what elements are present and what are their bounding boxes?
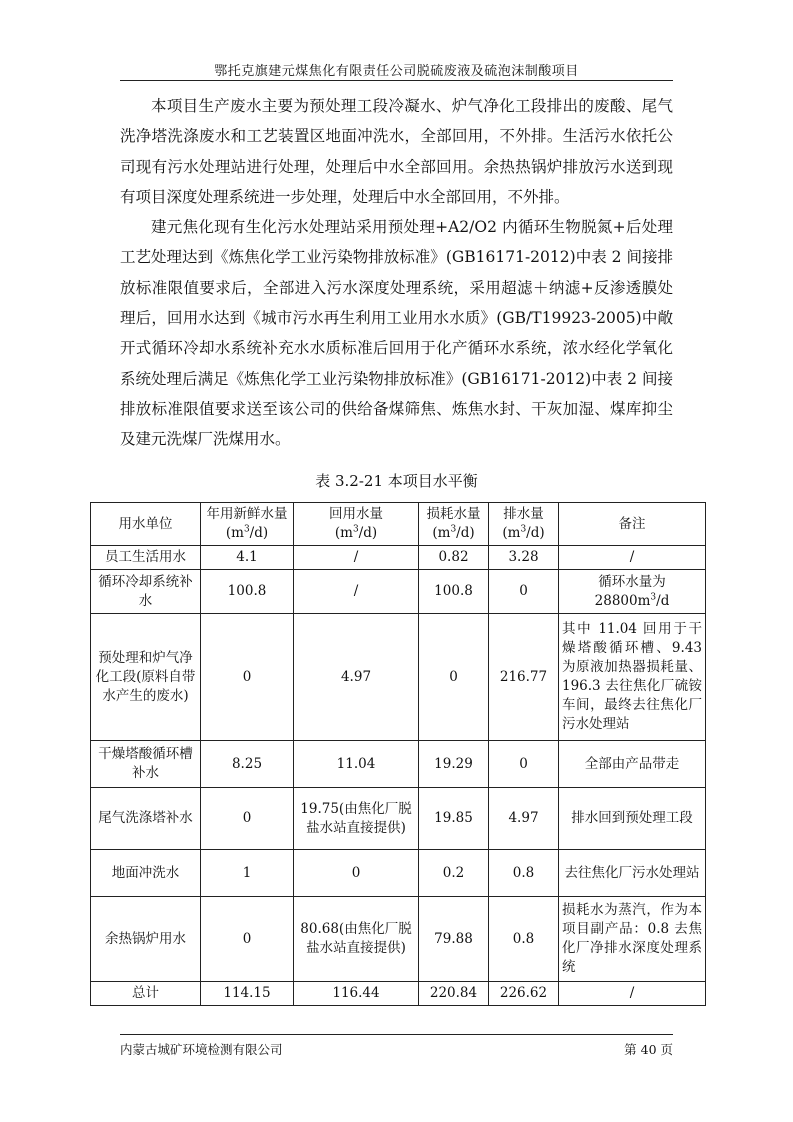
cell-loss: 100.8 [419, 570, 489, 614]
header-rule [120, 80, 673, 81]
cell-unit: 干燥塔酸循环槽补水 [91, 741, 201, 788]
cell-note: 损耗水为蒸汽，作为本项目副产品：0.8 去焦化厂净排水深度处理系统 [559, 897, 706, 982]
cell-reuse: 80.68(由焦化厂脱盐水站直接提供) [294, 897, 419, 982]
table-caption: 表 3.2-21 本项目水平衡 [315, 472, 478, 490]
cell-note: / [559, 546, 706, 570]
cell-reuse: 19.75(由焦化厂脱盐水站直接提供) [294, 788, 419, 850]
cell-drain: 0.8 [489, 897, 559, 982]
header-unit: 用水单位 [91, 503, 201, 546]
cell-reuse: 11.04 [294, 741, 419, 788]
cell-fresh: 114.15 [201, 982, 294, 1006]
cell-fresh: 4.1 [201, 546, 294, 570]
cell-unit: 地面冲洗水 [91, 850, 201, 897]
footer-page-number: 第 40 页 [624, 1042, 673, 1057]
table-row [91, 741, 706, 788]
cell-fresh: 0 [201, 788, 294, 850]
table-header-row [91, 503, 706, 546]
cell-reuse: 4.97 [294, 614, 419, 741]
header-drain: 排水量 $(m^3/d)$ [489, 503, 559, 546]
cell-reuse: / [294, 546, 419, 570]
table-row [91, 570, 706, 614]
cell-unit: 余热锅炉用水 [91, 897, 201, 982]
cell-note: 去往焦化厂污水处理站 [559, 850, 706, 897]
cell-loss: 0.82 [419, 546, 489, 570]
paragraph-wastewater-summary: 本项目生产废水主要为预处理工段冷凝水、炉气净化工段排出的废酸、尾气洗净塔洗涤废水和工艺装置区地面冲洗水，全部回用，不外排。生活污水依托公司现有污水处理站进行处理，处理后中水全部回用。余热热锅炉排放污水送到现有项目深度处理系统进一步处理，处理后中水全部回用，不外排。 [120, 97, 673, 206]
cell-reuse: 116.44 [294, 982, 419, 1006]
cell-loss: 19.85 [419, 788, 489, 850]
cell-fresh: 100.8 [201, 570, 294, 614]
cell-note: 排水回到预处理工段 [559, 788, 706, 850]
cell-drain: 0.8 [489, 850, 559, 897]
cell-fresh: 8.25 [201, 741, 294, 788]
cell-fresh: 0 [201, 897, 294, 982]
cell-unit: 预处理和炉气净化工段(原料自带水产生的废水) [91, 614, 201, 741]
cell-fresh: 0 [201, 614, 294, 741]
footer-rule [120, 1034, 673, 1035]
cell-loss: 0.2 [419, 850, 489, 897]
cell-drain: 0 [489, 741, 559, 788]
paragraph-treatment-process: 建元焦化现有生化污水处理站采用预处理+A2/O2 内循环生物脱氮+后处理工艺处理达到《炼焦化学工业污染物排放标准》(GB16171-2012)中表 2 间接排放标准限值要求后，全部进入污水深度处理系统，采用超滤＋纳滤+反渗透膜处理后，回用水达到《城市污水再生利用工业用水水质》(GB/T19923-2005)中敞开式循环冷却水系统补充水水质标准后回用于化产循环水系统，浓水经化学氧化系统处理后满足《炼焦化学工业污染物排放标准》(GB16171-2012)中表 2 间接排放标准限值要求送至该公司的供给备煤筛焦、炼焦水封、干灰加湿、煤库抑尘及建元洗煤厂洗煤用水。 [120, 218, 673, 449]
cell-note: 循环水量为 $28800m^3/d$ [559, 570, 706, 614]
cell-loss: 19.29 [419, 741, 489, 788]
cell-drain: 216.77 [489, 614, 559, 741]
cell-drain: 4.97 [489, 788, 559, 850]
footer-company: 内蒙古城矿环境检测有限公司 [120, 1042, 283, 1057]
header-note: 备注 [559, 503, 706, 546]
cell-note: / [559, 982, 706, 1006]
cell-loss: 0 [419, 614, 489, 741]
cell-fresh: 1 [201, 850, 294, 897]
cell-loss: 79.88 [419, 897, 489, 982]
table-row [91, 788, 706, 850]
cell-drain: 0 [489, 570, 559, 614]
cell-reuse: / [294, 570, 419, 614]
page-header-title: 鄂托克旗建元煤焦化有限责任公司脱硫废液及硫泡沫制酸项目 [214, 64, 579, 79]
header-reuse: 回用水量 $(m^3/d)$ [294, 503, 419, 546]
table-row [91, 850, 706, 897]
cell-unit: 总计 [91, 982, 201, 1006]
cell-note: 全部由产品带走 [559, 741, 706, 788]
table-row [91, 897, 706, 982]
header-fresh: 年用新鲜水量 $(m^3/d)$ [201, 503, 294, 546]
table-total-row [91, 982, 706, 1006]
cell-note: 其中 11.04 回用于干燥塔酸循环槽、9.43 为原液加热器损耗量、196.3 去往焦化厂硫铵车间，最终去往焦化厂污水处理站 [559, 614, 706, 741]
table-row [91, 546, 706, 570]
water-balance-table [90, 502, 706, 1006]
header-loss: 损耗水量 $(m^3/d)$ [419, 503, 489, 546]
body-text [120, 91, 673, 455]
cell-drain: 226.62 [489, 982, 559, 1006]
table-row [91, 614, 706, 741]
cell-loss: 220.84 [419, 982, 489, 1006]
cell-unit: 循环冷却系统补水 [91, 570, 201, 614]
cell-unit: 员工生活用水 [91, 546, 201, 570]
cell-reuse: 0 [294, 850, 419, 897]
cell-drain: 3.28 [489, 546, 559, 570]
cell-unit: 尾气洗涤塔补水 [91, 788, 201, 850]
